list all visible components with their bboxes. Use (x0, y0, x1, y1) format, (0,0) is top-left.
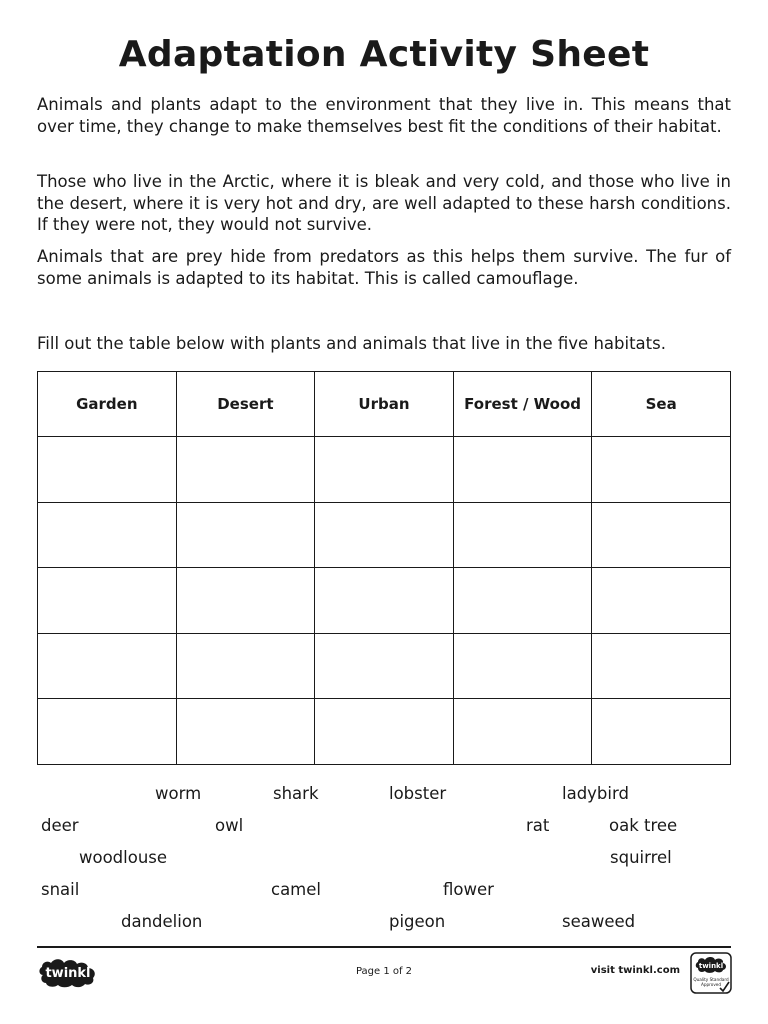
table-cell[interactable] (38, 568, 177, 634)
table-row (38, 568, 731, 634)
word-owl: owl (215, 816, 244, 835)
table-cell[interactable] (176, 633, 315, 699)
table-cell[interactable] (176, 568, 315, 634)
table-cell[interactable] (453, 568, 592, 634)
table-cell[interactable] (176, 502, 315, 568)
word-oak-tree: oak tree (609, 816, 678, 835)
word-snail: snail (41, 880, 80, 899)
header-sea: Sea (592, 372, 731, 437)
table-cell[interactable] (592, 568, 731, 634)
word-seaweed: seaweed (562, 912, 636, 931)
word-camel: camel (271, 880, 321, 899)
header-desert: Desert (176, 372, 315, 437)
word-flower: flower (443, 880, 494, 899)
table-header-row (38, 372, 731, 437)
word-worm: worm (155, 784, 202, 803)
table-cell[interactable] (315, 437, 454, 503)
header-forest-wood: Forest / Wood (453, 372, 592, 437)
table-cell[interactable] (38, 437, 177, 503)
table-row (38, 502, 731, 568)
table-cell[interactable] (453, 699, 592, 765)
table-cell[interactable] (453, 437, 592, 503)
word-shark: shark (273, 784, 319, 803)
page-number: Page 1 of 2 (355, 966, 413, 977)
word-ladybird: ladybird (562, 784, 629, 803)
table-cell[interactable] (38, 502, 177, 568)
table-cell[interactable] (592, 502, 731, 568)
badge-brand-text: twinkl (698, 962, 724, 970)
word-rat: rat (526, 816, 550, 835)
word-lobster: lobster (389, 784, 447, 803)
word-squirrel: squirrel (610, 848, 672, 867)
table-cell[interactable] (315, 568, 454, 634)
table-cell[interactable] (453, 633, 592, 699)
instruction-text: Fill out the table below with plants and animals that live in the five habitats. (37, 334, 666, 353)
table-cell[interactable] (315, 502, 454, 568)
header-urban: Urban (315, 372, 454, 437)
table-cell[interactable] (592, 633, 731, 699)
intro-paragraph: Animals and plants adapt to the environment that they live in. This means that over time, they change to make themselves best fit the conditions of their habitat. (37, 95, 731, 136)
table-cell[interactable] (176, 437, 315, 503)
table-row (38, 699, 731, 765)
table-cell[interactable] (592, 699, 731, 765)
table-row (38, 633, 731, 699)
word-deer: deer (41, 816, 79, 835)
word-woodlouse: woodlouse (79, 848, 168, 867)
badge-line1: Quality Standard (693, 977, 729, 982)
word-pigeon: pigeon (389, 912, 446, 931)
page-title: Adaptation Activity Sheet (118, 34, 650, 75)
quality-badge-icon (690, 952, 732, 994)
logo-text: twinkl (45, 966, 91, 981)
badge-line2: Approved (700, 982, 722, 987)
table-cell[interactable] (38, 633, 177, 699)
footer-divider (37, 946, 731, 948)
table-cell[interactable] (592, 437, 731, 503)
camouflage-paragraph: Animals that are prey hide from predators as this helps them survive. The fur of some animals is adapted to its habitat. This is called camouflage. (37, 247, 731, 288)
word-dandelion: dandelion (121, 912, 203, 931)
table-cell[interactable] (453, 502, 592, 568)
arctic-desert-paragraph: Those who live in the Arctic, where it is bleak and very cold, and those who live in the desert, where it is very hot and dry, are well adapted to these harsh conditions. If they were not, they would not survive. (37, 172, 731, 234)
table-cell[interactable] (315, 699, 454, 765)
habitat-table (37, 371, 731, 765)
table-row (38, 437, 731, 503)
header-garden: Garden (38, 372, 177, 437)
table-cell[interactable] (176, 699, 315, 765)
table-cell[interactable] (38, 699, 177, 765)
table-cell[interactable] (315, 633, 454, 699)
visit-link[interactable]: visit twinkl.com (590, 965, 680, 976)
